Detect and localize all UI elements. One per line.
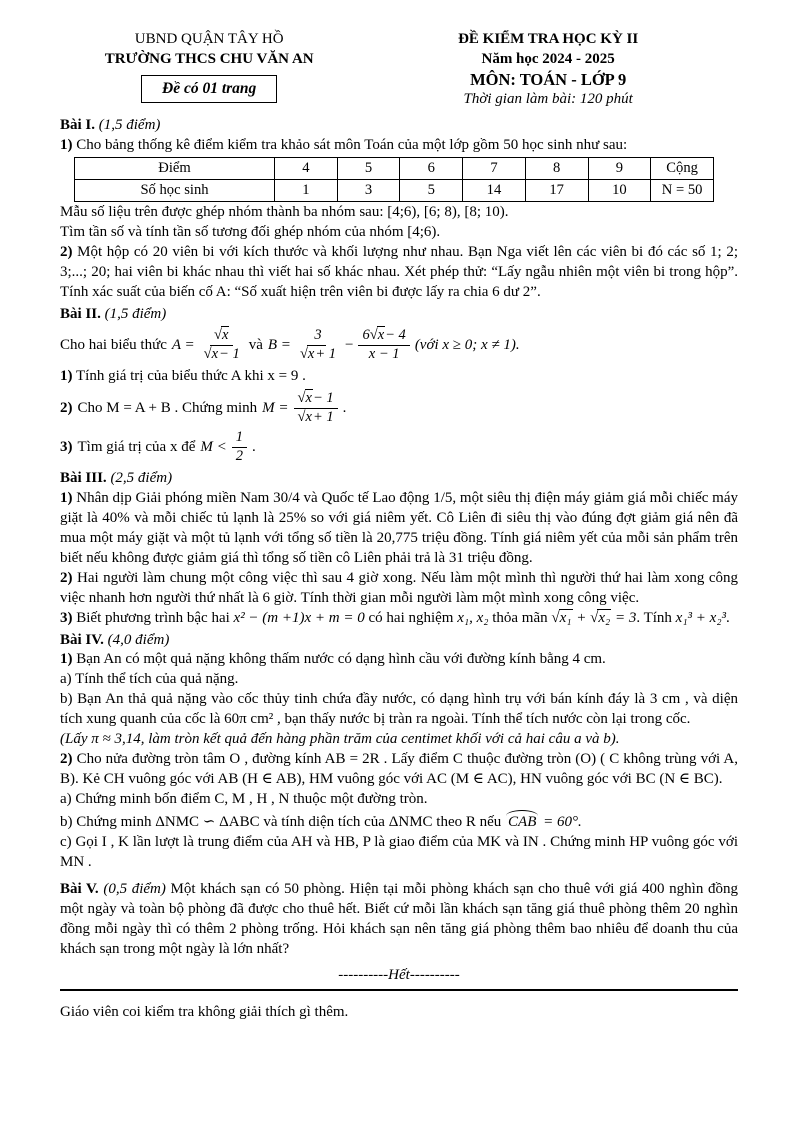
bai1-grouping-note: Mẫu số liệu trên được ghép nhóm thành ba nhóm sau: [4;6), [6; 8), [8; 10). (60, 203, 509, 220)
subject-line: MÔN: TOÁN - LỚP 9 (470, 70, 627, 89)
bai5-title: Bài V. (60, 880, 99, 897)
bai1-points: (1,5 điểm) (98, 116, 161, 133)
bai4-q2 (60, 750, 738, 790)
fraction-M (294, 391, 338, 426)
bai2-q1 (60, 367, 738, 387)
item-text: Hai người làm chung một công việc thì sau 4 giờ xong. Nếu làm một mình thì người thứ hai làm xong công việc nhanh hơn người thứ nhất là 6 giờ. Tính thời gian mỗi người làm một mình xong công việc. (60, 569, 739, 606)
numerator (210, 328, 233, 346)
math-M-lhs: M = (262, 399, 289, 416)
bai2-expressions (60, 328, 738, 363)
divider (60, 989, 738, 991)
exam-title: ĐỀ KIỂM TRA HỌC KỲ II (458, 31, 639, 47)
sqrt: √x₁ (551, 609, 572, 626)
bai2-title: Bài II. (60, 305, 101, 322)
table-row (75, 179, 714, 201)
item-text: thỏa mãn (492, 609, 548, 626)
item-text: Tính giá trị của biểu thức A khi x = 9 . (75, 368, 306, 385)
school-name: TRƯỜNG THCS CHU VĂN AN (104, 50, 314, 67)
period: . (726, 609, 730, 626)
bai3-title: Bài III. (60, 470, 107, 486)
table-cell: 6 (400, 157, 463, 179)
bai2-q3 (60, 430, 738, 465)
bai4-q2b (60, 810, 738, 833)
numerator: 1 (232, 430, 247, 448)
bai3-heading (60, 469, 738, 489)
math-quadratic: x² − (m +1)x + m = 0 (233, 609, 365, 626)
denominator: √x+ 1 (297, 409, 334, 426)
bai1-heading (60, 116, 738, 136)
bai3-q1 (60, 489, 738, 569)
sqrt: √x (297, 390, 312, 407)
item-marker: 1) (60, 489, 73, 506)
item-text: Cho M = A + B . Chứng minh (77, 399, 258, 416)
radical-icon: √ (299, 346, 307, 363)
radical-icon: √ (203, 346, 211, 363)
sqrt: √x (299, 346, 315, 363)
numerator: 3 (310, 328, 325, 346)
item-marker: 2) (60, 399, 73, 416)
item-text: Một hộp có 20 viên bi với kích thước và khối lượng như nhau. Bạn Nga viết lên các viên bi đó các số 1; 2; 3;...; 20; hai viên bi khác nhau thì viết hai số khác nhau. Xét phép thử: “Lấy ngẫu nhiên một viên bi trong hộp”. Tính xác suất của biến cố A: “Số xuất hiện trên viên bi được lấy ra chia 6 dư 2”. (60, 243, 738, 300)
math-cube-sum: x₁³ + x₂³ (675, 609, 727, 626)
fraction-B1 (296, 328, 340, 363)
exam-header (60, 30, 738, 110)
text: và (248, 336, 263, 353)
text: Cho hai biểu thức (60, 336, 167, 353)
page-count-box: Đề có 01 trang (141, 75, 277, 103)
math-angle-value: = 60°. (543, 813, 582, 830)
table-cell: 10 (588, 179, 651, 201)
item-text: có hai nghiệm (368, 609, 454, 626)
table-cell: 5 (400, 179, 463, 201)
bai1-task: Tìm tần số và tính tần số tương đối ghép nhóm của nhóm [4;6). (60, 223, 441, 240)
table-cell: Điểm (75, 157, 275, 179)
period: . (252, 438, 256, 455)
item-marker: 1) (60, 368, 73, 385)
end-marker: ----------Hết---------- (338, 966, 460, 983)
item-text: b) Chứng minh ΔNMC ∽ ΔABC và tính diện tích của ΔNMC theo R nếu (60, 813, 502, 830)
org-name: UBND QUẬN TÂY HỒ (134, 31, 284, 47)
radical-icon: √ (551, 609, 559, 626)
sqrt: √x (297, 409, 312, 426)
bai4-q1 (60, 650, 738, 670)
item-text: Tìm giá trị của x để (77, 438, 196, 455)
math-M-lt: M < (200, 438, 227, 455)
bai5-text: Một khách sạn có 50 phòng. Hiện tại mỗi phòng khách sạn cho thuê với giá 400 nghìn đồng một ngày và toàn bộ phòng đã được cho thuê hết. Biết cứ mỗi lần khách sạn tăng giá thuê phòng thêm 20 nghìn đồng mỗi ngày thì có thêm 2 phòng trống. Hỏi khách sạn nên tăng giá phòng thêm bao nhiêu để doanh thu của khách sạn trong một ngày là lớn nhất? (60, 880, 738, 957)
item-text: Biết phương trình bậc hai (76, 609, 230, 626)
math-A-lhs: A = (171, 336, 195, 353)
radical-icon: √ (213, 327, 221, 344)
radical-icon: √ (297, 390, 305, 407)
sqrt: √x₂ (590, 609, 611, 626)
table-cell: 8 (525, 157, 588, 179)
item-text: Nhân dịp Giải phóng miền Nam 30/4 và Quốc tế Lao động 1/5, một siêu thị điện máy giảm giá mỗi chiếc máy giặt là 40% và mỗi chiếc tủ lạnh là 25% so với giá niêm yết. Cô Liên đi siêu thị vào đúng đợt giảm giá nên đã mua một máy giặt và một tủ lạnh với tổng số tiền là 20,775 triệu đồng. Tính giá niêm yết của mỗi sản phẩm trên biết nếu không được giảm giá thì tổng số tiền cô Liên phải trả là 31 triệu đồng. (60, 489, 738, 566)
bai4-q2c: c) Gọi I , K lần lượt là trung điểm của AH và HB, P là giao điểm của MK và IN . Chứng minh HP vuông góc với MN . (60, 833, 738, 870)
item-text: Cho bảng thống kê điểm kiểm tra khảo sát môn Toán của một lớp gồm 50 học sinh như sau: (76, 136, 628, 153)
bai1-q1 (60, 136, 738, 156)
bai3-points: (2,5 điểm) (110, 470, 173, 486)
table-cell: 1 (275, 179, 338, 201)
period: . (342, 399, 347, 416)
table-row (75, 157, 714, 179)
item-marker: 2) (60, 751, 73, 768)
footer-note: Giáo viên coi kiểm tra không giải thích gì thêm. (60, 1004, 349, 1021)
bai2-points: (1,5 điểm) (104, 305, 167, 322)
sqrt: √x (213, 327, 229, 344)
bai4-title: Bài IV. (60, 631, 104, 648)
math-roots: x₁, x₂ (457, 609, 489, 626)
bai5-paragraph (60, 880, 738, 960)
item-marker: 1) (60, 651, 73, 668)
radical-icon: √ (369, 327, 377, 344)
bai2-q2 (60, 391, 738, 426)
table-cell: Cộng (651, 157, 714, 179)
table-cell: 14 (463, 179, 526, 201)
denominator: √x− 1 (203, 346, 240, 363)
math-B-lhs: B = (267, 336, 291, 353)
fraction-B2 (358, 328, 409, 363)
denominator: 2 (235, 448, 244, 465)
bai2-heading (60, 305, 738, 325)
table-cell: Số học sinh (75, 179, 275, 201)
bai4-points: (4,0 điểm) (107, 631, 170, 648)
bai1-title: Bài I. (60, 116, 96, 133)
item-marker: 3) (60, 438, 73, 455)
numerator: 6√x− 4 (358, 328, 409, 346)
header-left (60, 30, 358, 110)
table-cell: 5 (337, 157, 400, 179)
fraction-half (232, 430, 247, 465)
bai4-q1a: a) Tính thể tích của quả nặng. (60, 671, 239, 688)
school-year: Năm học 2024 - 2025 (481, 50, 615, 67)
fraction-A (200, 328, 244, 363)
radical-icon: √ (297, 409, 305, 426)
item-marker: 2) (60, 569, 73, 586)
table-cell: 4 (275, 157, 338, 179)
denominator: x − 1 (368, 346, 400, 363)
item-text: Bạn An có một quả nặng không thấm nước có dạng hình cầu với đường kính bằng 4 cm. (76, 651, 606, 668)
bai4-rounding-note: (Lấy π ≈ 3,14, làm tròn kết quả đến hàng phần trăm của centimet khối với cả hai câu a và b). (60, 731, 620, 748)
bai3-q2 (60, 569, 738, 609)
item-marker: 2) (60, 243, 73, 260)
table-cell: 9 (588, 157, 651, 179)
bai4-q2a: a) Chứng minh bốn điểm C, M , H , N thuộc một đường tròn. (60, 791, 428, 807)
math-condition: (với x ≥ 0; x ≠ 1). (414, 336, 520, 353)
item-text: Cho nửa đường tròn tâm O , đường kính AB = 2R . Lấy điểm C thuộc đường tròn (O) ( C không trùng với A, B). Kẻ CH vuông góc với AB (H ∈ AB), HM vuông góc với AC (M ∈ AC), HN vuông góc với BC (N ∈ BC). (60, 751, 738, 788)
header-right (358, 30, 738, 110)
math-arc-CAB: CAB (505, 810, 539, 833)
table-cell: 3 (337, 179, 400, 201)
denominator: √x+ 1 (299, 346, 337, 363)
table-cell: N = 50 (651, 179, 714, 201)
numerator: √x− 1 (294, 391, 338, 409)
radical-icon: √ (590, 609, 598, 626)
item-marker: 1) (60, 136, 73, 153)
bai1-q2 (60, 243, 738, 303)
table-cell: 7 (463, 157, 526, 179)
math-minus: − (345, 336, 354, 353)
bai3-q3 (60, 609, 738, 629)
page-count-box-wrap (60, 69, 358, 103)
duration-line: Thời gian làm bài: 120 phút (463, 91, 633, 108)
bai4-heading (60, 631, 738, 651)
item-text: . Tính (636, 609, 672, 626)
table-cell: 17 (525, 179, 588, 201)
sqrt: √x (203, 346, 219, 363)
math-radical-sum: √x₁ + √x₂ = 3 (551, 610, 636, 626)
sqrt: √x (369, 327, 385, 344)
bai4-q1b: b) Bạn An thả quả nặng vào cốc thủy tinh chứa đầy nước, có dạng hình trụ với bán kính đáy là 3 cm , và diện tích xung quanh của cốc là 60π cm² , bạn thấy nước bị tràn ra ngoài. Tính thể tích nước còn lại trong cốc. (60, 691, 738, 728)
score-table (74, 157, 714, 202)
item-marker: 3) (60, 609, 73, 626)
bai5-points: (0,5 điểm) (103, 880, 166, 897)
